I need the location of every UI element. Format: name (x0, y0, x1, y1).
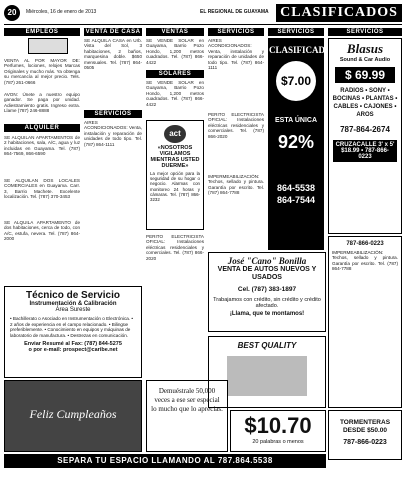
servicios-heading-6: SERVICIOS (328, 28, 402, 36)
autos-note: Trabajamos con crédito, sin crédito y crédito afectado. (213, 297, 321, 309)
footer-banner (4, 454, 326, 468)
header-rule (4, 24, 402, 25)
strip-text: IMPERMEABILIZACIÓN: Techos, sellado y pintura. Garantía por escrito. Tel. (787) 864-7788 (332, 250, 398, 272)
blasus-title: Blasus (346, 41, 384, 56)
page-header (4, 4, 402, 22)
birthday-caption: Feliz Cumpleaños (29, 407, 117, 421)
blasus-ad (328, 38, 402, 234)
demuestrale-text: Demuéstrale 50,000 veces a ese ser especial lo mucho que lo aprecias. (151, 387, 223, 413)
promo-line: ESTA ÚNICA (275, 117, 317, 124)
tormenteras-ad (328, 410, 402, 460)
promo-price-note: 20 palabras o menos (252, 439, 304, 445)
job-area: Área Sureste (55, 307, 91, 313)
autos-phone: Cel. (787) 383-1897 (237, 286, 297, 293)
job-ad (4, 286, 142, 378)
job-title: Técnico de Servicio (26, 290, 120, 301)
best-quality-title: BEST QUALITY (237, 341, 297, 350)
autos-title: José "Cano" Bonilla (227, 256, 307, 266)
servicios-ad-3: IMPERMEABILIZACIÓN: Techos, sellado y pintura. Garantía por escrito. Tel. (787) 864-7788 (208, 174, 264, 196)
empleos-ad-1: VENTA AL POR MAYOR DE: Perfumes, lociones, relojes Marcas Originales y mucho más. Ya obtenga su mercancía al mejor precio. Tels. (787) 261-0666 (4, 58, 80, 85)
clasificados-promo (268, 38, 338, 250)
servicios-ad-col3: PERITO ELECTRICISTA OFICIAL: Instalaciones eléctricas residenciales y comerciales. Tel. (787) 866-2020 (146, 234, 204, 261)
ventas-ad: SE VENDE SOLAR en Guayama, Barrio Pozo Hondo, 1,200 metros cuadrados. Tel. (787) 866-4422 (146, 38, 204, 65)
empleos-heading: EMPLEOS (4, 28, 80, 36)
promo-price: $7.00 (276, 61, 316, 101)
promo-title: CLASIFICADOS (269, 45, 338, 55)
strip-phone: 787-866-0223 (346, 241, 384, 247)
promo-phone-1: 864-5538 (276, 183, 316, 193)
tormenteras-title: TORMENTERAS DESDE $50.00 (339, 419, 391, 434)
promo-phone-2: 864-7544 (276, 195, 316, 205)
servicios-ad-col2: AIRES ACONDICIONADOS: Venta, instalación y reparación de unidades de todo tipo. Tel. (787) 864-1111 (84, 120, 142, 147)
act-logo-icon: act (164, 125, 186, 143)
alquiler-ad-2: SE ALQUILAN DOS LOCALES COMERCIALES en Guayama. Carr. 3, Barrio Machete. Excelente localización. Tel. (787) 370-3453 (4, 178, 80, 200)
servicios-heading-5: SERVICIOS (268, 28, 324, 36)
company-logo (28, 38, 68, 54)
alquiler-heading: ALQUILER (4, 124, 80, 132)
empleos-ad-2: AVON: Únete a nuestro equipo ganador. Se paga por unidad. Adiestramiento gratis. Ingreso extra. Llame (787) 246-8888 (4, 92, 80, 114)
blasus-right-ad: CRUZACALLE 3' x 5' $18.99 • 787-866-0223 (333, 140, 397, 162)
tormenteras-phone: 787-866-0223 (343, 439, 387, 446)
job-fax: Enviar Resumé al Fax: (787) 844-5275 (24, 341, 122, 348)
autos-cta: ¡Llama, que te montamos! (229, 311, 305, 317)
solares-ad: SE VENDE SOLAR en Guayama, Barrio Pozo Hondo, 1,200 metros cuadrados. Tel. (787) 866-4422 (146, 80, 204, 107)
security-ad-title: «NOSOTROS VIGILAMOS MIENTRAS USTED DUERME» (150, 145, 200, 169)
autos-subtitle: VENTA DE AUTOS NUEVOS Y USADOS (217, 266, 317, 281)
newspaper-name: EL REGIONAL DE GUAYAMA (200, 9, 269, 15)
issue-date: Miércoles, 16 de enero de 2013 (26, 9, 97, 15)
blasus-price: $ 69.99 (335, 67, 395, 83)
job-subtitle: Instrumentación & Calibración (29, 301, 117, 307)
promo-percent: 92% (277, 132, 315, 152)
footer-text: SEPARA TU ESPACIO LLAMANDO AL 787.864.5538 (57, 456, 273, 465)
alquiler-ad-1: SE ALQUILAN APARTAMENTOS de 2 habitaciones, sala, A/C, agua y luz incluidas en Guayama. Tel. (787) 864-7569, 866-6590 (4, 135, 80, 157)
servicios-heading-2: SERVICIOS (84, 110, 142, 118)
demuestrale-ad (146, 380, 228, 452)
servicios-ad-2: PERITO ELECTRICISTA OFICIAL: Instalaciones eléctricas residenciales y comerciales. Tel. (787) 866-2020 (208, 112, 264, 139)
product-image (227, 356, 307, 396)
servicios-heading-4: SERVICIOS (208, 28, 264, 36)
blasus-items: RADIOS • SONY • BOCINAS • PLANTAS • CABLES • CAJONES • AROS (332, 88, 398, 118)
page-number: 20 (4, 5, 20, 21)
security-ad (146, 120, 204, 230)
servicios-ad-1: AIRES ACONDICIONADOS: Venta, instalación y reparación de unidades de todo tipo. Tel. (787) 864-1111 (208, 38, 264, 71)
classified-strip (328, 236, 402, 408)
price-promo (230, 410, 326, 452)
job-requirements: • Bachillerato o Asociado en Instrumentación o Electrónica. • 2 años de experiencia en el campo relacionado. • Bilingüe preferiblemente. • Conocimiento en equipos y máquinas de laboratorio de manufactura. • Destrezas en comunicación. (10, 316, 133, 338)
birthday-image (4, 380, 142, 452)
venta-casa-heading: VENTA DE CASA (85, 29, 141, 35)
security-ad-text: La mejor opción para la seguridad de su hogar o negocio. Alarmas con monitoreo 24 horas y cámaras. Tel. (787) 866-3232 (150, 171, 200, 203)
solares-heading: SOLARES (146, 70, 204, 78)
job-email: o por e-mail: prospect@caribe.net (28, 347, 118, 354)
alquiler-ad-3: SE ALQUILA APARTAMENTO de dos habitaciones, cerca de todo, con A/C, estufa, nevera. Tel. (787) 864-2000 (4, 220, 80, 242)
venta-casa-ad: SE ALQUILA CASA en Urb. Vista del Sol, 3 habitaciones, 2 baños, marquesina doble. $650 mensuales. Tel. (787) 864-0505 (84, 38, 142, 71)
blasus-phone: 787-864-2674 (340, 125, 390, 134)
promo-price-big: $10.70 (244, 413, 312, 438)
ventas-heading: VENTAS (146, 28, 204, 36)
autos-ad (208, 252, 326, 332)
section-title: CLASIFICADOS (276, 4, 402, 22)
blasus-subtitle: Sound & Car Audio (339, 57, 391, 63)
